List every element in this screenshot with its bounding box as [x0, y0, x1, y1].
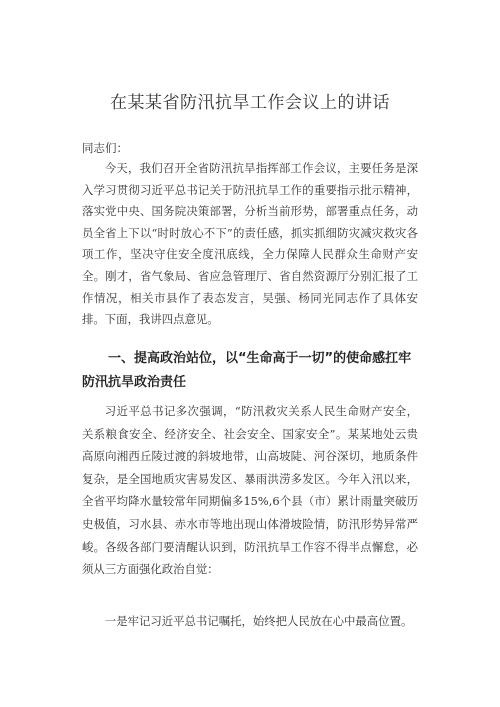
paragraph-intro: 今天，我们召开全省防汛抗旱指挥部工作会议，主要任务是深入学习贯彻习近平总书记关于防汛抗旱工作的重要指示批示精神，落实党中央、国务院决策部署，分析当前形势，部署重点任务，动员全省上下以“时时放心不下”的责任感，抓实抓细防灾减灾救灾各项工作，坚决守住安全度汛底线，全力保障人民群众生命财产安全。刚才，省气象局、省应急管理厅、省自然资源厅分别汇报了工作情况，相关市县作了表态发言，吴强、杨同光同志作了具体安排。下面，我讲四点意见。: [82, 161, 418, 327]
document-title: 在某某省防汛抗旱工作会议上的讲话: [110, 93, 390, 113]
section-heading-1: 一、提高政治站位，以“生命高于一切”的使命感扛牢防汛抗旱政治责任: [82, 351, 412, 390]
paragraph-point-1: 一是牢记习近平总书记嘱托，始终把人民放在心中最高位置。: [104, 614, 413, 628]
salutation: 同志们：: [82, 141, 128, 155]
paragraph-section-1: 习近平总书记多次强调，“防汛救灾关系人民生命财产安全，关系粮食安全、经济安全、社会安全、国家安全”。某某地处云贵高原向湘西丘陵过渡的斜坡地带，山高坡陡、河谷深切，地质条件复杂，是全国地质灾害易发区、暴雨洪涝多发区。今年入汛以来，全省平均降水量较常年同期偏多15%,6个县（市）累计雨量突破历史极值，习水县、赤水市等地出现山体滑坡险情，防汛形势异常严峻。各级各部门要清醒认识到，防汛抗旱工作容不得半点懈怠，必须从三方面强化政治自觉：: [82, 404, 418, 577]
